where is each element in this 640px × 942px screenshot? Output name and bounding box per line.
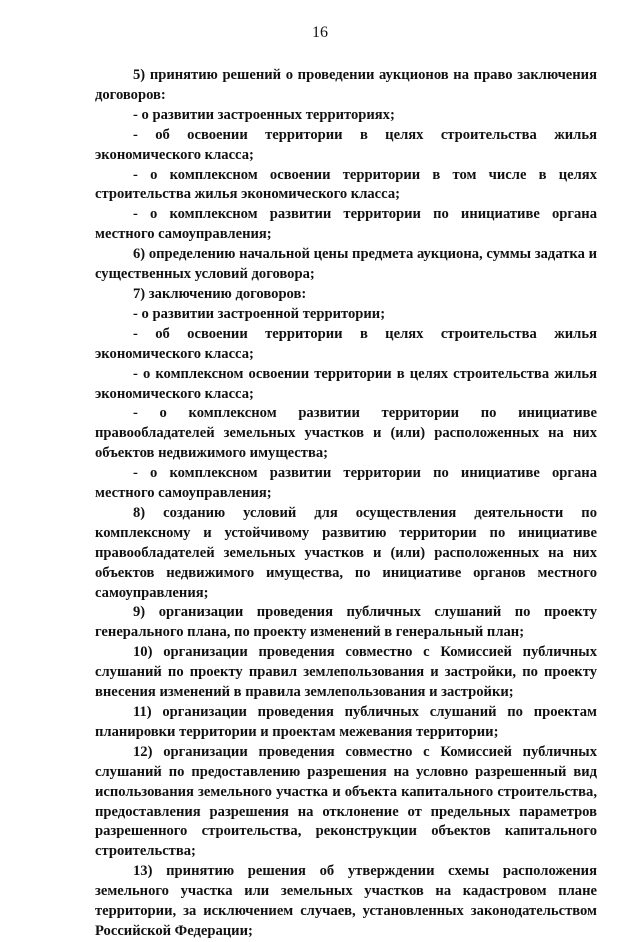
list-item: - о развитии застроенных территориях; [133,106,395,123]
paragraph: 10) организации проведения совместно с Комиссией публичных слушаний по проекту правил землепользования и застройки, по проекту внесения изменений в правила землепользования и застройки; [95,644,597,701]
list-item: - о комплексном развитии территории по инициативе органа местного самоуправления; [95,465,597,502]
list-item: - о развитии застроенной территории; [133,305,386,322]
list-item: - об освоении территории в целях строительства жилья экономического класса; [95,325,597,362]
paragraph: 13) принятию решения об утверждении схемы расположения земельного участка или земельных участков на кадастровом плане территории, за исключением случаев, установленных законодательством Российской Федерации; [95,863,597,939]
list-item: - о комплексном освоении территории в том числе в целях строительства жилья экономического класса; [95,166,597,203]
list-item: - о комплексном освоении территории в целях строительства жилья экономического класса; [95,365,597,402]
paragraph: 5) принятию решений о проведении аукционов на право заключения договоров: [95,67,597,103]
paragraph: 9) организации проведения публичных слушаний по проекту генерального плана, по проекту изменений в генеральный план; [95,604,597,641]
paragraph: 8) созданию условий для осуществления деятельности по комплексному и устойчивому развитию территории по инициативе правообладателей земельных участков и (или) расположенных на них объектов недвижимого имущества, по инициативе органов местного самоуправления; [95,504,597,601]
page-number: 16 [312,24,328,41]
list-item: - о комплексном развитии территории по инициативе правообладателей земельных участков и (или) расположенных на них объектов недвижимого имущества; [95,405,597,462]
list-item: - об освоении территории в целях строительства жилья экономического класса; [95,126,597,163]
paragraph: 11) организации проведения публичных слушаний по проектам планировки территории и проектам межевания территории; [95,704,597,740]
paragraph: 6) определению начальной цены предмета аукциона, суммы задатка и существенных условий договора; [95,246,597,283]
list-item: - о комплексном развитии территории по инициативе органа местного самоуправления; [95,206,597,243]
paragraph: 12) организации проведения совместно с Комиссией публичных слушаний по предоставлению разрешения на условно разрешенный вид использования земельного участка и объекта капитального строительства, предоставления разрешения на отклонение от предельных параметров разрешенного строительства, реконструкции объектов капитального строительства; [95,743,597,860]
document-body [95,66,597,942]
paragraph: 7) заключению договоров: [133,285,307,302]
